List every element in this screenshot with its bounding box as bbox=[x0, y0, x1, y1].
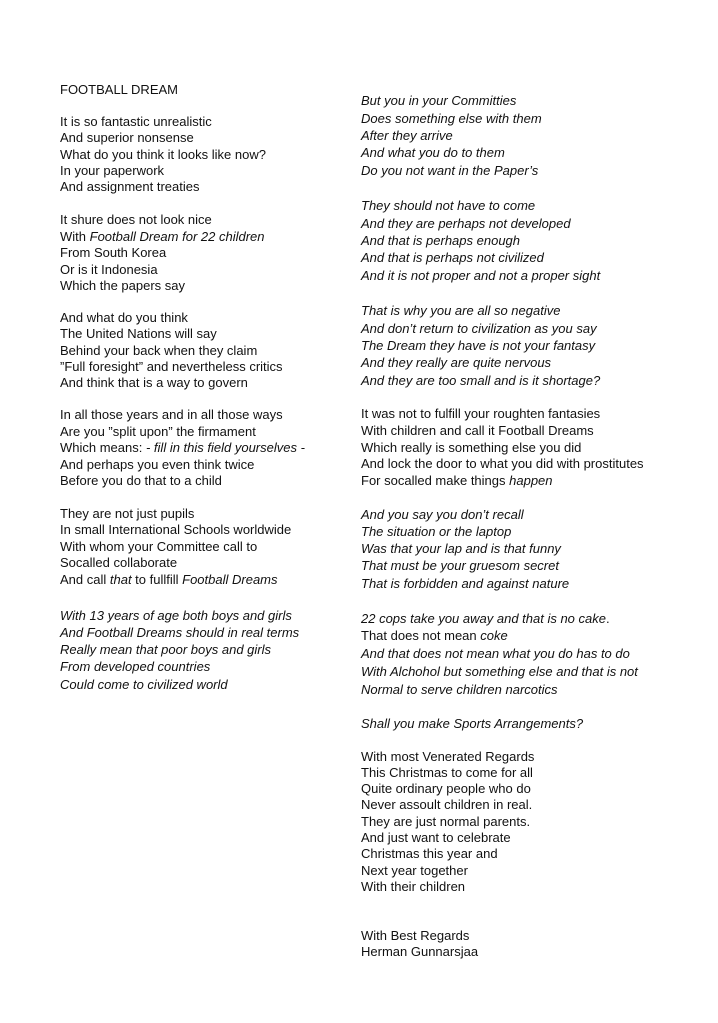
text-segment: ”Full foresight” and nevertheless critics bbox=[60, 359, 283, 374]
left_column-line bbox=[60, 343, 257, 359]
text-segment: Behind your back when they claim bbox=[60, 343, 258, 358]
right_column-line bbox=[361, 558, 559, 574]
text-segment: coke bbox=[480, 628, 508, 643]
text-segment: That is why you are all so negative bbox=[361, 303, 561, 318]
text-segment: And you say you don’t recall bbox=[361, 507, 524, 522]
text-segment: Socalled collaborate bbox=[60, 555, 178, 570]
right_column-line bbox=[361, 944, 478, 960]
left_column-line bbox=[60, 407, 283, 423]
left_column-line bbox=[60, 375, 248, 391]
text-segment: With their children bbox=[361, 879, 466, 894]
left_column-line bbox=[60, 506, 194, 522]
text-segment: Before you do that to a child bbox=[60, 473, 222, 488]
right_column-line bbox=[361, 233, 520, 249]
text-segment: They should not have to come bbox=[361, 198, 536, 213]
right_column-line bbox=[361, 863, 468, 879]
right_column-line bbox=[361, 473, 553, 489]
text-segment: FOOTBALL DREAM bbox=[60, 82, 178, 97]
text-segment: And superior nonsense bbox=[60, 130, 194, 145]
left_column-line bbox=[60, 179, 199, 195]
left_column-line bbox=[60, 163, 164, 179]
text-segment: Football Dream for 22 children bbox=[89, 229, 265, 244]
text-segment: And they really are quite nervous bbox=[361, 355, 552, 370]
left_column-line bbox=[60, 473, 222, 489]
text-segment: Which really is something else you did bbox=[361, 440, 582, 455]
left_column-line bbox=[60, 522, 291, 538]
right_column-line bbox=[361, 303, 560, 319]
text-segment: Never assoult children in real. bbox=[361, 797, 533, 812]
text-segment: For socalled make things bbox=[361, 473, 510, 488]
text-segment: And assignment treaties bbox=[60, 179, 200, 194]
left_column-line bbox=[60, 539, 257, 555]
text-segment: Was that your lap and is that funny bbox=[361, 541, 561, 556]
text-segment: With 13 years of age both boys and girls bbox=[60, 608, 292, 623]
right_column-line bbox=[361, 716, 583, 732]
right_column-line bbox=[361, 765, 533, 781]
text-segment: And what do you think bbox=[60, 310, 188, 325]
right_column-line bbox=[361, 198, 535, 214]
left_column-line bbox=[60, 642, 271, 658]
text-segment: that bbox=[109, 572, 132, 587]
text-segment: With bbox=[60, 229, 90, 244]
right_column-line bbox=[361, 216, 571, 232]
text-segment: And that is perhaps enough bbox=[361, 233, 521, 248]
text-segment: And call bbox=[60, 572, 110, 587]
text-segment: Christmas this year and bbox=[361, 846, 498, 861]
left_column-line bbox=[60, 130, 194, 146]
text-segment: Quite ordinary people who do bbox=[361, 781, 531, 796]
text-segment: And perhaps you even think twice bbox=[60, 457, 255, 472]
text-segment: And they are perhaps not developed bbox=[361, 216, 571, 231]
right_column-line bbox=[361, 781, 531, 797]
text-segment: This Christmas to come for all bbox=[361, 765, 533, 780]
right_column-line bbox=[361, 406, 600, 422]
left_column-line bbox=[60, 310, 188, 326]
text-segment: Football Dreams bbox=[182, 572, 278, 587]
right_column-line bbox=[361, 355, 551, 371]
text-segment: With Best Regards bbox=[361, 928, 470, 943]
text-segment: Really mean that poor boys and girls bbox=[60, 642, 272, 657]
text-segment: And don’t return to civilization as you say bbox=[361, 321, 597, 336]
right_column-line bbox=[361, 576, 569, 592]
text-segment: Shall you make Sports Arrangements? bbox=[361, 716, 584, 731]
text-segment: The United Nations will say bbox=[60, 326, 217, 341]
text-segment: And that is perhaps not civilized bbox=[361, 250, 544, 265]
text-segment: It was not to fulfill your roughten fantasies bbox=[361, 406, 601, 421]
text-segment: That does not mean bbox=[361, 628, 481, 643]
left_column-line bbox=[60, 326, 217, 342]
text-segment: It shure does not look nice bbox=[60, 212, 212, 227]
text-segment: Herman Gunnarsjaa bbox=[361, 944, 479, 959]
left_column-line bbox=[60, 212, 212, 228]
left_column-line bbox=[60, 457, 254, 473]
left_column-line bbox=[60, 82, 178, 98]
left_column-line bbox=[60, 245, 166, 261]
left_column-line bbox=[60, 572, 278, 588]
text-segment: And think that is a way to govern bbox=[60, 375, 248, 390]
left_column-line bbox=[60, 608, 292, 624]
left_column-line bbox=[60, 659, 210, 675]
text-segment: 22 cops take you away and that is no cake bbox=[361, 611, 606, 626]
left_column-line bbox=[60, 278, 185, 294]
right_column-line bbox=[361, 846, 498, 862]
left_column-line bbox=[60, 229, 264, 245]
text-segment: And Football Dreams should in real terms bbox=[60, 625, 300, 640]
text-segment: Are you ”split upon” the firmament bbox=[60, 424, 256, 439]
right_column-line bbox=[361, 321, 597, 337]
text-segment: What do you think it looks like now? bbox=[60, 147, 266, 162]
right_column-line bbox=[361, 830, 511, 846]
text-segment: With most Venerated Regards bbox=[361, 749, 535, 764]
right_column-line bbox=[361, 507, 524, 523]
right_column-line bbox=[361, 541, 561, 557]
text-segment: And lock the door to what you did with prostitutes bbox=[361, 456, 644, 471]
right_column-line bbox=[361, 664, 638, 680]
text-segment: From South Korea bbox=[60, 245, 167, 260]
right_column-line bbox=[361, 928, 469, 944]
left_column-line bbox=[60, 424, 256, 440]
text-segment: They are just normal parents. bbox=[361, 814, 531, 829]
right_column-line bbox=[361, 646, 630, 662]
text-segment: And it is not proper and not a proper sight bbox=[361, 268, 601, 283]
right_column-line bbox=[361, 879, 465, 895]
right_column-line bbox=[361, 611, 610, 627]
left_column-line bbox=[60, 625, 299, 641]
text-segment: happen bbox=[509, 473, 553, 488]
right_column-line bbox=[361, 682, 558, 698]
right_column-line bbox=[361, 373, 600, 389]
left_column-line bbox=[60, 147, 266, 163]
text-segment: Or is it Indonesia bbox=[60, 262, 158, 277]
text-segment: With whom your Committee call to bbox=[60, 539, 258, 554]
text-segment: Could come to civilized world bbox=[60, 677, 228, 692]
text-segment: Normal to serve children narcotics bbox=[361, 682, 558, 697]
text-segment: It is so fantastic unrealistic bbox=[60, 114, 212, 129]
text-segment: But you in your Committies bbox=[361, 93, 517, 108]
left_column-line bbox=[60, 555, 177, 571]
text-segment: Which the papers say bbox=[60, 278, 186, 293]
text-segment: Does something else with them bbox=[361, 111, 542, 126]
text-segment: That is forbidden and against nature bbox=[361, 576, 570, 591]
right_column-line bbox=[361, 128, 453, 144]
right_column-line bbox=[361, 797, 532, 813]
left_column-line bbox=[60, 262, 158, 278]
text-segment: In your paperwork bbox=[60, 163, 165, 178]
text-segment: And what you do to them bbox=[361, 145, 505, 160]
text-segment: With Alchohol but something else and that is not bbox=[361, 664, 638, 679]
text-segment: - fill in this field yourselves - bbox=[145, 440, 305, 455]
right_column-line bbox=[361, 423, 594, 439]
text-segment: to fullfill bbox=[131, 572, 183, 587]
right_column-line bbox=[361, 628, 508, 644]
right_column-line bbox=[361, 456, 644, 472]
right_column-line bbox=[361, 524, 511, 540]
right_column-line bbox=[361, 93, 516, 109]
left_column-line bbox=[60, 114, 212, 130]
right_column-line bbox=[361, 250, 544, 266]
text-segment: With children and call it Football Dreams bbox=[361, 423, 594, 438]
right_column-line bbox=[361, 440, 581, 456]
text-segment: And that does not mean what you do has to do bbox=[361, 646, 630, 661]
text-segment: Do you not want in the Paper’s bbox=[361, 163, 539, 178]
text-segment: And they are too small and is it shortage? bbox=[361, 373, 601, 388]
right_column-line bbox=[361, 749, 534, 765]
text-segment: They are not just pupils bbox=[60, 506, 195, 521]
text-segment: In all those years and in all those ways bbox=[60, 407, 283, 422]
right_column-line bbox=[361, 814, 530, 830]
right_column-line bbox=[361, 163, 538, 179]
text-segment: That must be your gruesom secret bbox=[361, 558, 559, 573]
text-segment: Which means: bbox=[60, 440, 146, 455]
right_column-line bbox=[361, 338, 595, 354]
text-segment: And just want to celebrate bbox=[361, 830, 511, 845]
text-segment: The Dream they have is not your fantasy bbox=[361, 338, 596, 353]
text-segment: In small International Schools worldwide bbox=[60, 522, 292, 537]
text-segment: . bbox=[606, 611, 610, 626]
right_column-line bbox=[361, 145, 505, 161]
left_column-line bbox=[60, 440, 305, 456]
text-segment: From developed countries bbox=[60, 659, 211, 674]
text-segment: Next year together bbox=[361, 863, 468, 878]
left_column-line bbox=[60, 359, 283, 375]
text-segment: The situation or the laptop bbox=[361, 524, 512, 539]
right_column-line bbox=[361, 268, 600, 284]
text-segment: After they arrive bbox=[361, 128, 453, 143]
right_column-line bbox=[361, 111, 542, 127]
left_column-line bbox=[60, 677, 228, 693]
